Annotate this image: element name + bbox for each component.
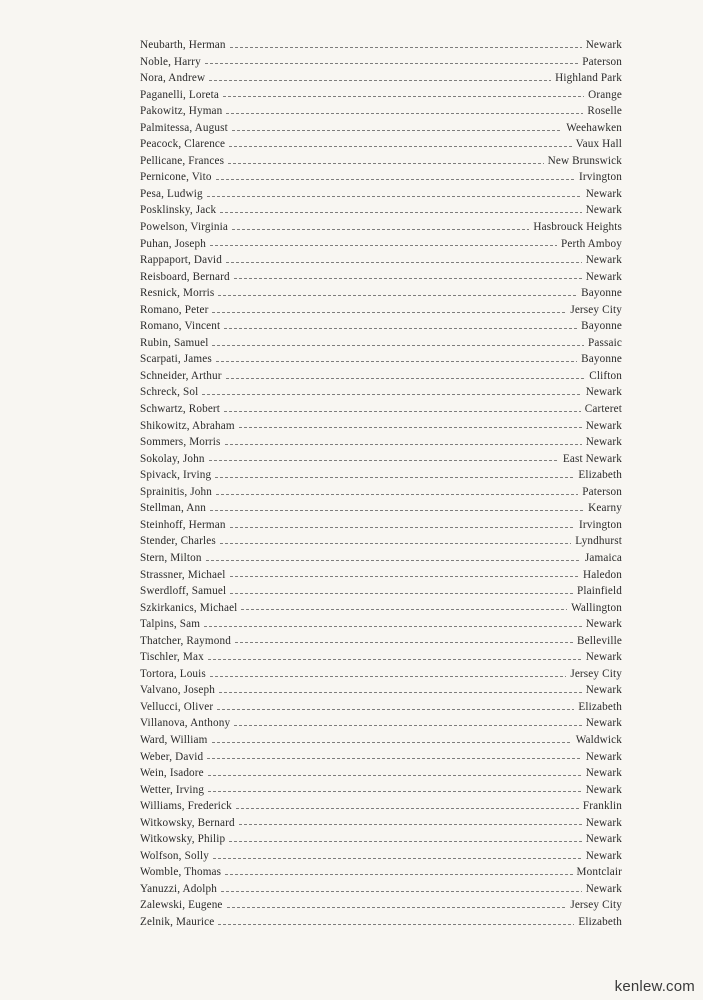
- person-name: Pellicane, Frances: [140, 154, 225, 167]
- roster-row: [140, 583, 622, 600]
- hometown: Elizabeth: [578, 700, 622, 713]
- hometown: Hasbrouck Heights: [533, 221, 622, 234]
- hometown: Weehawken: [566, 121, 622, 134]
- person-name: Paganelli, Loreta: [140, 88, 219, 101]
- hometown: Newark: [585, 254, 622, 267]
- person-name: Weber, David: [140, 750, 204, 763]
- person-name: Nora, Andrew: [140, 72, 206, 85]
- dot-leader: [236, 808, 579, 809]
- dot-leader: [241, 609, 567, 610]
- dot-leader: [220, 543, 571, 544]
- dot-leader: [215, 477, 574, 478]
- hometown: Paterson: [582, 485, 622, 498]
- hometown: Newark: [585, 684, 622, 697]
- person-name: Tortora, Louis: [140, 667, 206, 680]
- hometown: Montclair: [576, 866, 622, 879]
- person-name: Romano, Peter: [140, 303, 209, 316]
- roster-row: [140, 782, 622, 799]
- roster-row: [140, 169, 622, 186]
- hometown: Newark: [585, 651, 622, 664]
- dot-leader: [202, 394, 581, 395]
- hometown: Haledon: [583, 568, 622, 581]
- dot-leader: [218, 295, 577, 296]
- hometown: Jersey City: [570, 667, 622, 680]
- dot-leader: [223, 96, 584, 97]
- dot-leader: [204, 626, 582, 627]
- person-name: Tischler, Max: [140, 651, 204, 664]
- roster-row: [140, 103, 622, 120]
- dot-leader: [208, 659, 582, 660]
- dot-leader: [208, 791, 582, 792]
- hometown: New Brunswick: [547, 154, 622, 167]
- hometown: Perth Amboy: [560, 237, 622, 250]
- roster-row: [140, 153, 622, 170]
- person-name: Stern, Milton: [140, 551, 202, 564]
- person-name: Romano, Vincent: [140, 320, 221, 333]
- person-name: Wetter, Irving: [140, 783, 205, 796]
- dot-leader: [230, 527, 575, 528]
- person-name: Valvano, Joseph: [140, 684, 215, 697]
- dot-leader: [205, 63, 578, 64]
- person-name: Swerdloff, Samuel: [140, 585, 227, 598]
- hometown: Newark: [585, 833, 622, 846]
- roster-row: [140, 798, 622, 815]
- person-name: Shikowitz, Abraham: [140, 419, 235, 432]
- dot-leader: [210, 510, 584, 511]
- roster-row: [140, 831, 622, 848]
- dot-leader: [226, 378, 586, 379]
- hometown: East Newark: [562, 452, 622, 465]
- roster-row: [140, 633, 622, 650]
- hometown: Irvington: [579, 171, 622, 184]
- hometown: Wallington: [571, 601, 622, 614]
- roster-row: [140, 202, 622, 219]
- roster-row: [140, 567, 622, 584]
- person-name: Pesa, Ludwig: [140, 187, 203, 200]
- person-name: Yanuzzi, Adolph: [140, 882, 217, 895]
- dot-leader: [232, 229, 529, 230]
- person-name: Villanova, Anthony: [140, 717, 231, 730]
- person-name: Spivack, Irving: [140, 469, 212, 482]
- dot-leader: [226, 262, 582, 263]
- roster-row: [140, 881, 622, 898]
- dot-leader: [210, 676, 566, 677]
- roster-row: [140, 269, 622, 286]
- person-name: Scarpati, James: [140, 353, 212, 366]
- dot-leader: [209, 80, 551, 81]
- dot-leader: [234, 725, 581, 726]
- roster-row: [140, 318, 622, 335]
- person-name: Talpins, Sam: [140, 618, 201, 631]
- dot-leader: [228, 163, 544, 164]
- dot-leader: [234, 278, 582, 279]
- roster-row: [140, 699, 622, 716]
- hometown: Newark: [585, 618, 622, 631]
- dot-leader: [227, 907, 567, 908]
- person-name: Strassner, Michael: [140, 568, 226, 581]
- hometown: Lyndhurst: [575, 535, 622, 548]
- roster-row: [140, 54, 622, 71]
- hometown: Plainfield: [577, 585, 622, 598]
- roster-row: [140, 815, 622, 832]
- roster-row: [140, 550, 622, 567]
- roster-row: [140, 467, 622, 484]
- watermark: kenlew.com: [614, 978, 695, 995]
- hometown: Irvington: [579, 518, 622, 531]
- person-name: Zalewski, Eugene: [140, 899, 223, 912]
- roster-row: [140, 285, 622, 302]
- person-name: Rubin, Samuel: [140, 336, 209, 349]
- hometown: Newark: [585, 717, 622, 730]
- roster-row: [140, 848, 622, 865]
- person-name: Pakowitz, Hyman: [140, 105, 223, 118]
- hometown: Kearny: [588, 502, 622, 515]
- name-roster: [140, 37, 622, 931]
- person-name: Wein, Isadore: [140, 767, 204, 780]
- dot-leader: [212, 345, 584, 346]
- dot-leader: [230, 47, 582, 48]
- hometown: Bayonne: [581, 353, 622, 366]
- roster-row: [140, 451, 622, 468]
- roster-row: [140, 682, 622, 699]
- person-name: Puhan, Joseph: [140, 237, 206, 250]
- hometown: Clifton: [589, 369, 622, 382]
- hometown: Orange: [588, 88, 622, 101]
- person-name: Posklinsky, Jack: [140, 204, 217, 217]
- roster-row: [140, 765, 622, 782]
- roster-row: [140, 351, 622, 368]
- roster-row: [140, 120, 622, 137]
- hometown: Jersey City: [570, 899, 622, 912]
- hometown: Newark: [585, 767, 622, 780]
- dot-leader: [218, 924, 574, 925]
- hometown: Vaux Hall: [575, 138, 622, 151]
- roster-row: [140, 401, 622, 418]
- person-name: Sommers, Morris: [140, 436, 221, 449]
- dot-leader: [212, 742, 572, 743]
- hometown: Newark: [585, 783, 622, 796]
- dot-leader: [206, 560, 581, 561]
- hometown: Highland Park: [555, 72, 622, 85]
- hometown: Newark: [585, 849, 622, 862]
- dot-leader: [224, 328, 577, 329]
- dot-leader: [229, 146, 571, 147]
- hometown: Roselle: [587, 105, 622, 118]
- dot-leader: [226, 113, 583, 114]
- roster-row: [140, 500, 622, 517]
- hometown: Newark: [585, 750, 622, 763]
- hometown: Newark: [585, 39, 622, 51]
- hometown: Newark: [585, 882, 622, 895]
- person-name: Pernicone, Vito: [140, 171, 212, 184]
- hometown: Carteret: [584, 403, 622, 416]
- dot-leader: [224, 411, 581, 412]
- dot-leader: [210, 245, 557, 246]
- roster-row: [140, 186, 622, 203]
- hometown: Waldwick: [575, 733, 622, 746]
- roster-row: [140, 732, 622, 749]
- person-name: Vellucci, Oliver: [140, 700, 214, 713]
- person-name: Sprainitis, John: [140, 485, 213, 498]
- person-name: Zelnik, Maurice: [140, 915, 215, 928]
- dot-leader: [232, 130, 562, 131]
- roster-row: [140, 749, 622, 766]
- hometown: Paterson: [582, 55, 622, 68]
- hometown: Newark: [585, 187, 622, 200]
- person-name: Noble, Harry: [140, 55, 201, 68]
- dot-leader: [220, 212, 581, 213]
- person-name: Neubarth, Herman: [140, 39, 226, 51]
- dot-leader: [216, 494, 578, 495]
- dot-leader: [216, 179, 575, 180]
- person-name: Ward, William: [140, 733, 208, 746]
- dot-leader: [239, 824, 582, 825]
- hometown: Elizabeth: [578, 915, 622, 928]
- dot-leader: [229, 841, 581, 842]
- person-name: Szkirkanics, Michael: [140, 601, 238, 614]
- roster-row: [140, 517, 622, 534]
- roster-row: [140, 70, 622, 87]
- person-name: Sokolay, John: [140, 452, 205, 465]
- hometown: Jamaica: [584, 551, 622, 564]
- dot-leader: [216, 361, 577, 362]
- person-name: Stellman, Ann: [140, 502, 206, 515]
- hometown: Newark: [585, 386, 622, 399]
- person-name: Resnick, Morris: [140, 287, 215, 300]
- hometown: Newark: [585, 436, 622, 449]
- dot-leader: [239, 427, 582, 428]
- person-name: Witkowsky, Bernard: [140, 816, 235, 829]
- person-name: Rappaport, David: [140, 254, 222, 267]
- dot-leader: [230, 593, 573, 594]
- person-name: Wolfson, Solly: [140, 849, 209, 862]
- dot-leader: [235, 642, 573, 643]
- roster-row: [140, 368, 622, 385]
- dot-leader: [217, 709, 574, 710]
- roster-row: [140, 864, 622, 881]
- hometown: Elizabeth: [578, 469, 622, 482]
- dot-leader: [230, 576, 580, 577]
- person-name: Schreck, Sol: [140, 386, 199, 399]
- person-name: Stender, Charles: [140, 535, 216, 548]
- dot-leader: [209, 460, 559, 461]
- roster-row: [140, 219, 622, 236]
- hometown: Franklin: [582, 800, 622, 813]
- roster-row: [140, 616, 622, 633]
- hometown: Jersey City: [570, 303, 622, 316]
- person-name: Schneider, Arthur: [140, 369, 222, 382]
- hometown: Newark: [585, 419, 622, 432]
- roster-row: [140, 87, 622, 104]
- roster-row: [140, 418, 622, 435]
- person-name: Reisboard, Bernard: [140, 270, 230, 283]
- hometown: Bayonne: [581, 287, 622, 300]
- person-name: Thatcher, Raymond: [140, 634, 231, 647]
- roster-row: [140, 649, 622, 666]
- dot-leader: [207, 758, 581, 759]
- hometown: Belleville: [577, 634, 622, 647]
- dot-leader: [225, 874, 572, 875]
- hometown: Newark: [585, 204, 622, 217]
- roster-row: [140, 484, 622, 501]
- person-name: Williams, Frederick: [140, 800, 232, 813]
- hometown: Bayonne: [581, 320, 622, 333]
- roster-row: [140, 37, 622, 54]
- person-name: Powelson, Virginia: [140, 221, 229, 234]
- hometown: Passaic: [588, 336, 622, 349]
- roster-row: [140, 897, 622, 914]
- hometown: Newark: [585, 270, 622, 283]
- dot-leader: [225, 444, 582, 445]
- dot-leader: [221, 891, 582, 892]
- roster-row: [140, 236, 622, 253]
- roster-row: [140, 136, 622, 153]
- roster-row: [140, 252, 622, 269]
- roster-row: [140, 914, 622, 931]
- dot-leader: [212, 312, 566, 313]
- person-name: Steinhoff, Herman: [140, 518, 226, 531]
- roster-row: [140, 434, 622, 451]
- roster-row: [140, 715, 622, 732]
- dot-leader: [208, 775, 582, 776]
- roster-row: [140, 600, 622, 617]
- person-name: Palmitessa, August: [140, 121, 228, 134]
- roster-row: [140, 384, 622, 401]
- dot-leader: [207, 196, 582, 197]
- roster-row: [140, 335, 622, 352]
- hometown: Newark: [585, 816, 622, 829]
- roster-row: [140, 302, 622, 319]
- person-name: Womble, Thomas: [140, 866, 222, 879]
- dot-leader: [213, 858, 582, 859]
- dot-leader: [219, 692, 582, 693]
- roster-row: [140, 533, 622, 550]
- person-name: Peacock, Clarence: [140, 138, 226, 151]
- roster-row: [140, 666, 622, 683]
- person-name: Witkowsky, Philip: [140, 833, 226, 846]
- person-name: Schwartz, Robert: [140, 403, 221, 416]
